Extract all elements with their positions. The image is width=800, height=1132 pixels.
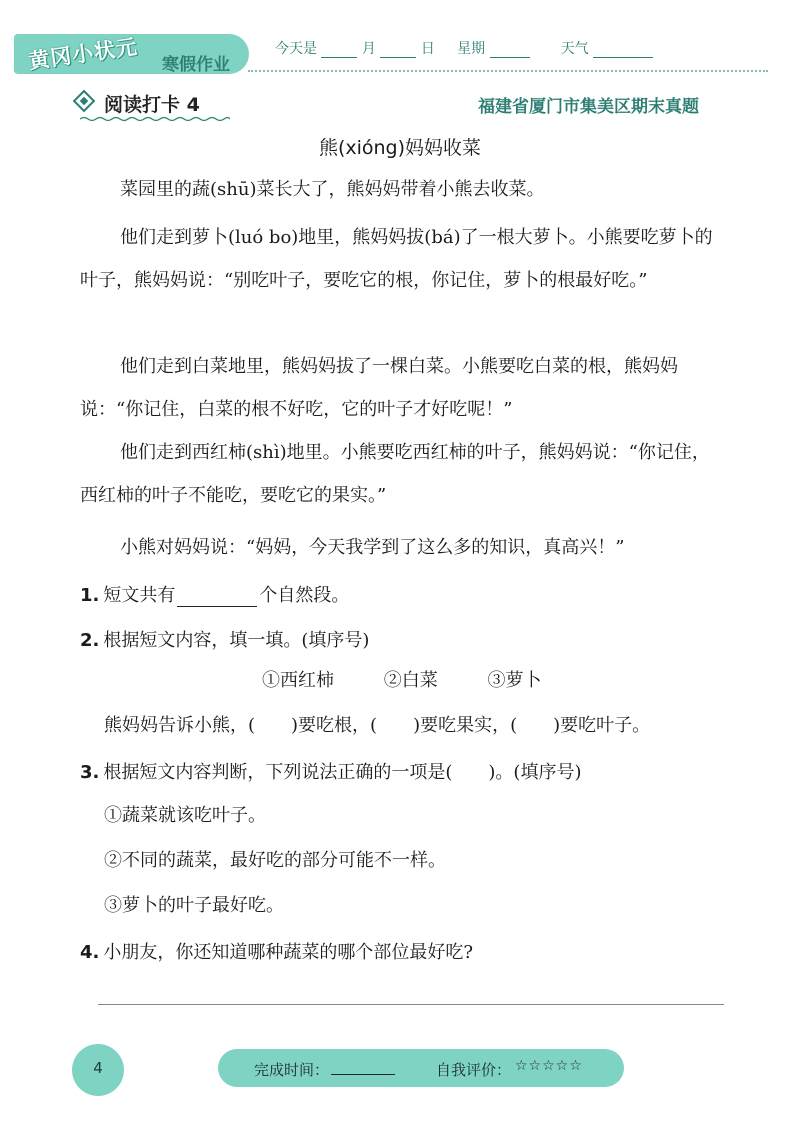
story-paragraph: 他们走到西红柿(shì)地里。小熊要吃西红柿的叶子，熊妈妈说：“你记住，西红柿的叶子不能吃，要吃它的果实。” <box>80 442 710 506</box>
question-text: 个自然段。 <box>259 585 350 606</box>
diamond-icon <box>73 90 96 113</box>
question-number: 2. <box>80 630 100 651</box>
story-paragraph: 他们走到白菜地里，熊妈妈拔了一棵白菜。小熊要吃白菜的根，熊妈妈说：“你记住，白菜的根不好吃，它的叶子才好吃呢！” <box>80 356 678 420</box>
question-1 <box>80 581 349 607</box>
question-3 <box>80 758 581 784</box>
answer-line[interactable] <box>98 1004 724 1005</box>
brand-subtitle: 寒假作业 <box>162 55 230 75</box>
weekday-blank[interactable] <box>490 43 530 58</box>
month-blank[interactable] <box>321 43 357 58</box>
question-2-options <box>262 666 585 692</box>
day-blank[interactable] <box>380 43 416 58</box>
choice-item: ①蔬菜就该吃叶子。 <box>104 805 266 826</box>
completion-time-blank[interactable] <box>331 1074 395 1075</box>
question-number: 3. <box>80 762 100 783</box>
completion-time-label: 完成时间： <box>254 1061 330 1079</box>
question-text: 小朋友，你还知道哪种蔬菜的哪个部位最好吃? <box>103 942 474 963</box>
star-rating[interactable]: ☆☆☆☆☆ <box>515 1058 583 1074</box>
brand-name: 黄冈小状元 <box>27 34 140 74</box>
section-title <box>76 90 200 117</box>
choice-item: ③萝卜的叶子最好吃。 <box>104 895 284 916</box>
day-label: 日 <box>420 41 435 57</box>
question-number: 1. <box>80 585 100 606</box>
story-paragraph: 菜园里的蔬(shū)菜长大了，熊妈妈带着小熊去收菜。 <box>120 179 545 200</box>
self-eval-label: 自我评价： <box>436 1061 512 1079</box>
question-text: 短文共有 <box>103 585 176 606</box>
question-number: 4. <box>80 942 100 963</box>
exam-source: 福建省厦门市集美区期末真题 <box>478 97 699 117</box>
option-item: ②白菜 <box>383 670 438 691</box>
choice-item: ②不同的蔬菜，最好吃的部分可能不一样。 <box>104 850 446 871</box>
date-weather-line <box>275 38 735 58</box>
wavy-underline <box>80 116 230 122</box>
date-prefix-label: 今天是 <box>275 41 317 57</box>
answer-blank[interactable] <box>177 588 257 607</box>
footer-bar <box>218 1049 624 1087</box>
month-label: 月 <box>361 41 376 57</box>
question-text[interactable]: 根据短文内容判断，下列说法正确的一项是( )。(填序号) <box>103 762 582 783</box>
story-title: 熊(xióng)妈妈收菜 <box>318 137 482 159</box>
option-item: ①西红柿 <box>262 670 334 691</box>
option-item: ③萝卜 <box>487 670 542 691</box>
weather-label: 天气 <box>560 41 589 57</box>
page-number-badge: 4 <box>72 1044 124 1096</box>
weather-blank[interactable] <box>593 43 653 58</box>
section-title-text: 阅读打卡 4 <box>104 94 200 116</box>
header-divider <box>248 70 768 72</box>
story-paragraph: 小熊对妈妈说：“妈妈，今天我学到了这么多的知识，真高兴！” <box>120 537 625 558</box>
story-paragraph: 他们走到萝卜(luó bo)地里，熊妈妈拔(bá)了一根大萝卜。小熊要吃萝卜的叶子，熊妈妈说：“别吃叶子，要吃它的根，你记住，萝卜的根最好吃。” <box>80 227 713 291</box>
question-2-fill-sentence[interactable]: 熊妈妈告诉小熊，( )要吃根，( )要吃果实，( )要吃叶子。 <box>104 715 651 736</box>
question-text: 根据短文内容，填一填。(填序号) <box>103 630 370 651</box>
question-2 <box>80 626 369 652</box>
weekday-label: 星期 <box>457 41 486 57</box>
question-4 <box>80 938 473 964</box>
